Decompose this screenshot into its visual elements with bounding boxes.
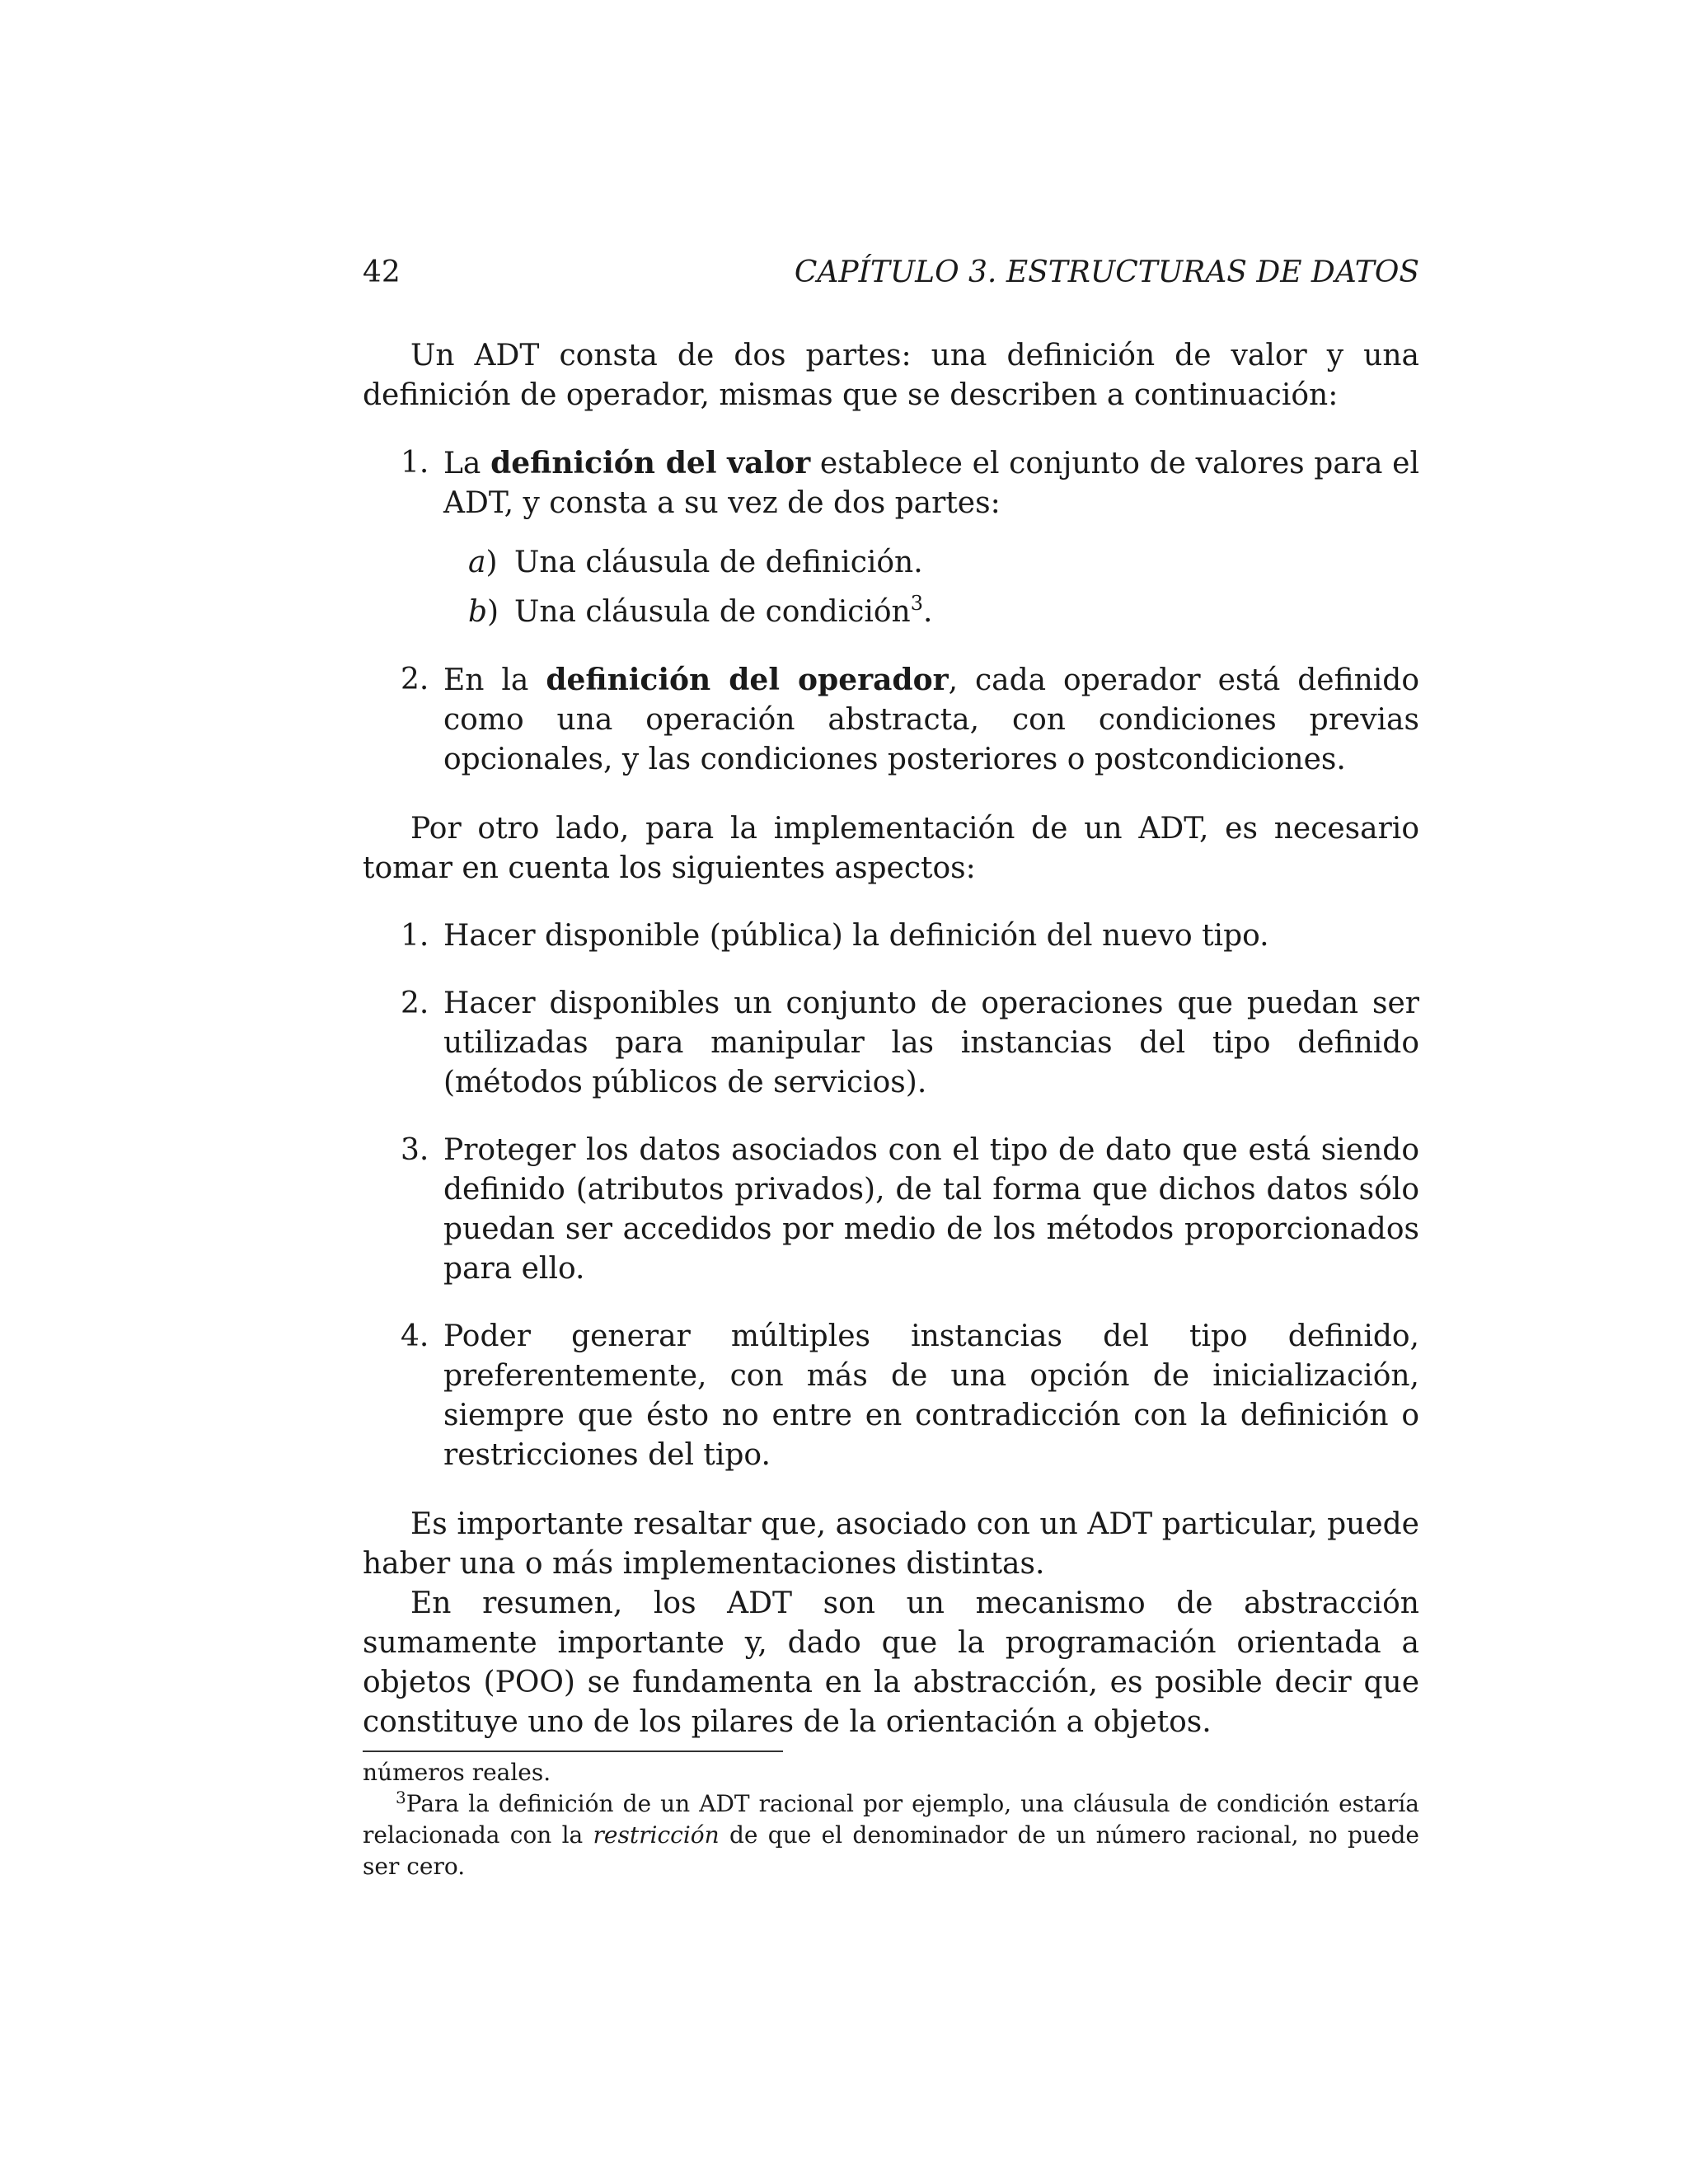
list-item [401,916,1419,956]
closing-paragraph: En resumen, los ADT son un mecanismo de abstracción sumamente importante y, dado que la programación orientada a objetos (POO) se fundamenta en la abstracción, es posible decir que constituye uno de los pilares de la orientación a objetos. [363,1586,1419,1739]
sub-list-item: b) Una cláusula de condición$^3$. [514,593,1419,632]
footnote-emphasis: restricción [593,1821,720,1849]
list-number: 2. [401,663,429,696]
adt-parts-list [363,443,1419,780]
item-text: Proteger los datos asociados con el tipo de dato que está siendo definido (atributos privados), de tal forma que dichos datos sólo puedan ser accedidos por medio de los métodos proporcionados para ello. [443,1133,1419,1286]
page-number: 42 [363,255,401,289]
list-number: 2. [401,987,429,1020]
footnote-text: de que el denominador de un número racional, no puede ser cero. [363,1821,1419,1880]
list-number: 4. [401,1319,429,1353]
sub-letter: a [468,546,486,579]
intro-paragraph: Un ADT consta de dos partes: una definición de valor y una definición de operador, mismas que se describen a continuación: [363,339,1419,412]
list-number: 1. [401,446,429,480]
list-item [401,1317,1419,1475]
bold-term: definición del valor [490,446,811,480]
sub-item-text: Una cláusula de definición. [514,546,923,579]
footnotes [363,1757,1419,1882]
footnote-continuation: números reales. [363,1759,551,1786]
chapter-title: CAPÍTULO 3. ESTRUCTURAS DE DATOS [794,255,1419,289]
list-number: 3. [401,1133,429,1167]
sub-list-item [468,543,1419,583]
sub-letter: b [468,595,488,629]
footnote-mark[interactable]: 3 [910,592,924,615]
footnote-divider [363,1750,783,1752]
footnote-3 [363,1788,1419,1882]
item-text: establece el conjunto de valores para el ADT, y consta a su vez de dos partes: [443,447,1419,520]
implementation-paragraph: Por otro lado, para la implementación de un ADT, es necesario tomar en cuenta los siguientes aspectos: [363,812,1419,885]
sub-item-text: Una cláusula de condición [514,595,911,629]
footnote-text: Para la definición de un ADT racional por ejemplo, una cláusula de condición estaría relacionada con la [363,1790,1419,1849]
sub-list-label: a) [468,546,498,579]
item-text: Hacer disponibles un conjunto de operaciones que puedan ser utilizadas para manipular las instancias del tipo definido (métodos públicos de servicios). [443,987,1419,1099]
item-text: , cada operador está definido como una operación abstracta, con condiciones previas opcionales, y las condiciones posteriores o postcondiciones. [443,663,1420,776]
closing-paragraph: Es importante resaltar que, asociado con un ADT particular, puede haber una o más implementaciones distintas. [363,1507,1419,1581]
item-text: Poder generar múltiples instancias del tipo definido, preferentemente, con más de una opción de inicialización, siempre que ésto no entre en contradicción con la definición o restricciones del tipo. [443,1319,1419,1472]
item-prefix: En la [443,663,546,697]
list-item [401,443,1419,632]
list-number: 1. [401,919,429,953]
item-prefix: La [443,447,491,480]
running-header [363,247,1419,297]
list-item [401,984,1419,1103]
sub-list [443,543,1419,632]
sub-list-label: b) [468,595,499,629]
list-item [401,1131,1419,1289]
footnote-number: 3 [396,1788,406,1807]
bold-term: definición del operador [546,663,949,697]
item-text: Hacer disponible (pública) la definición del nuevo tipo. [443,919,1269,953]
implementation-list [363,916,1419,1475]
body-text [363,336,1419,1742]
list-item [401,660,1420,780]
book-page [363,247,1419,1882]
